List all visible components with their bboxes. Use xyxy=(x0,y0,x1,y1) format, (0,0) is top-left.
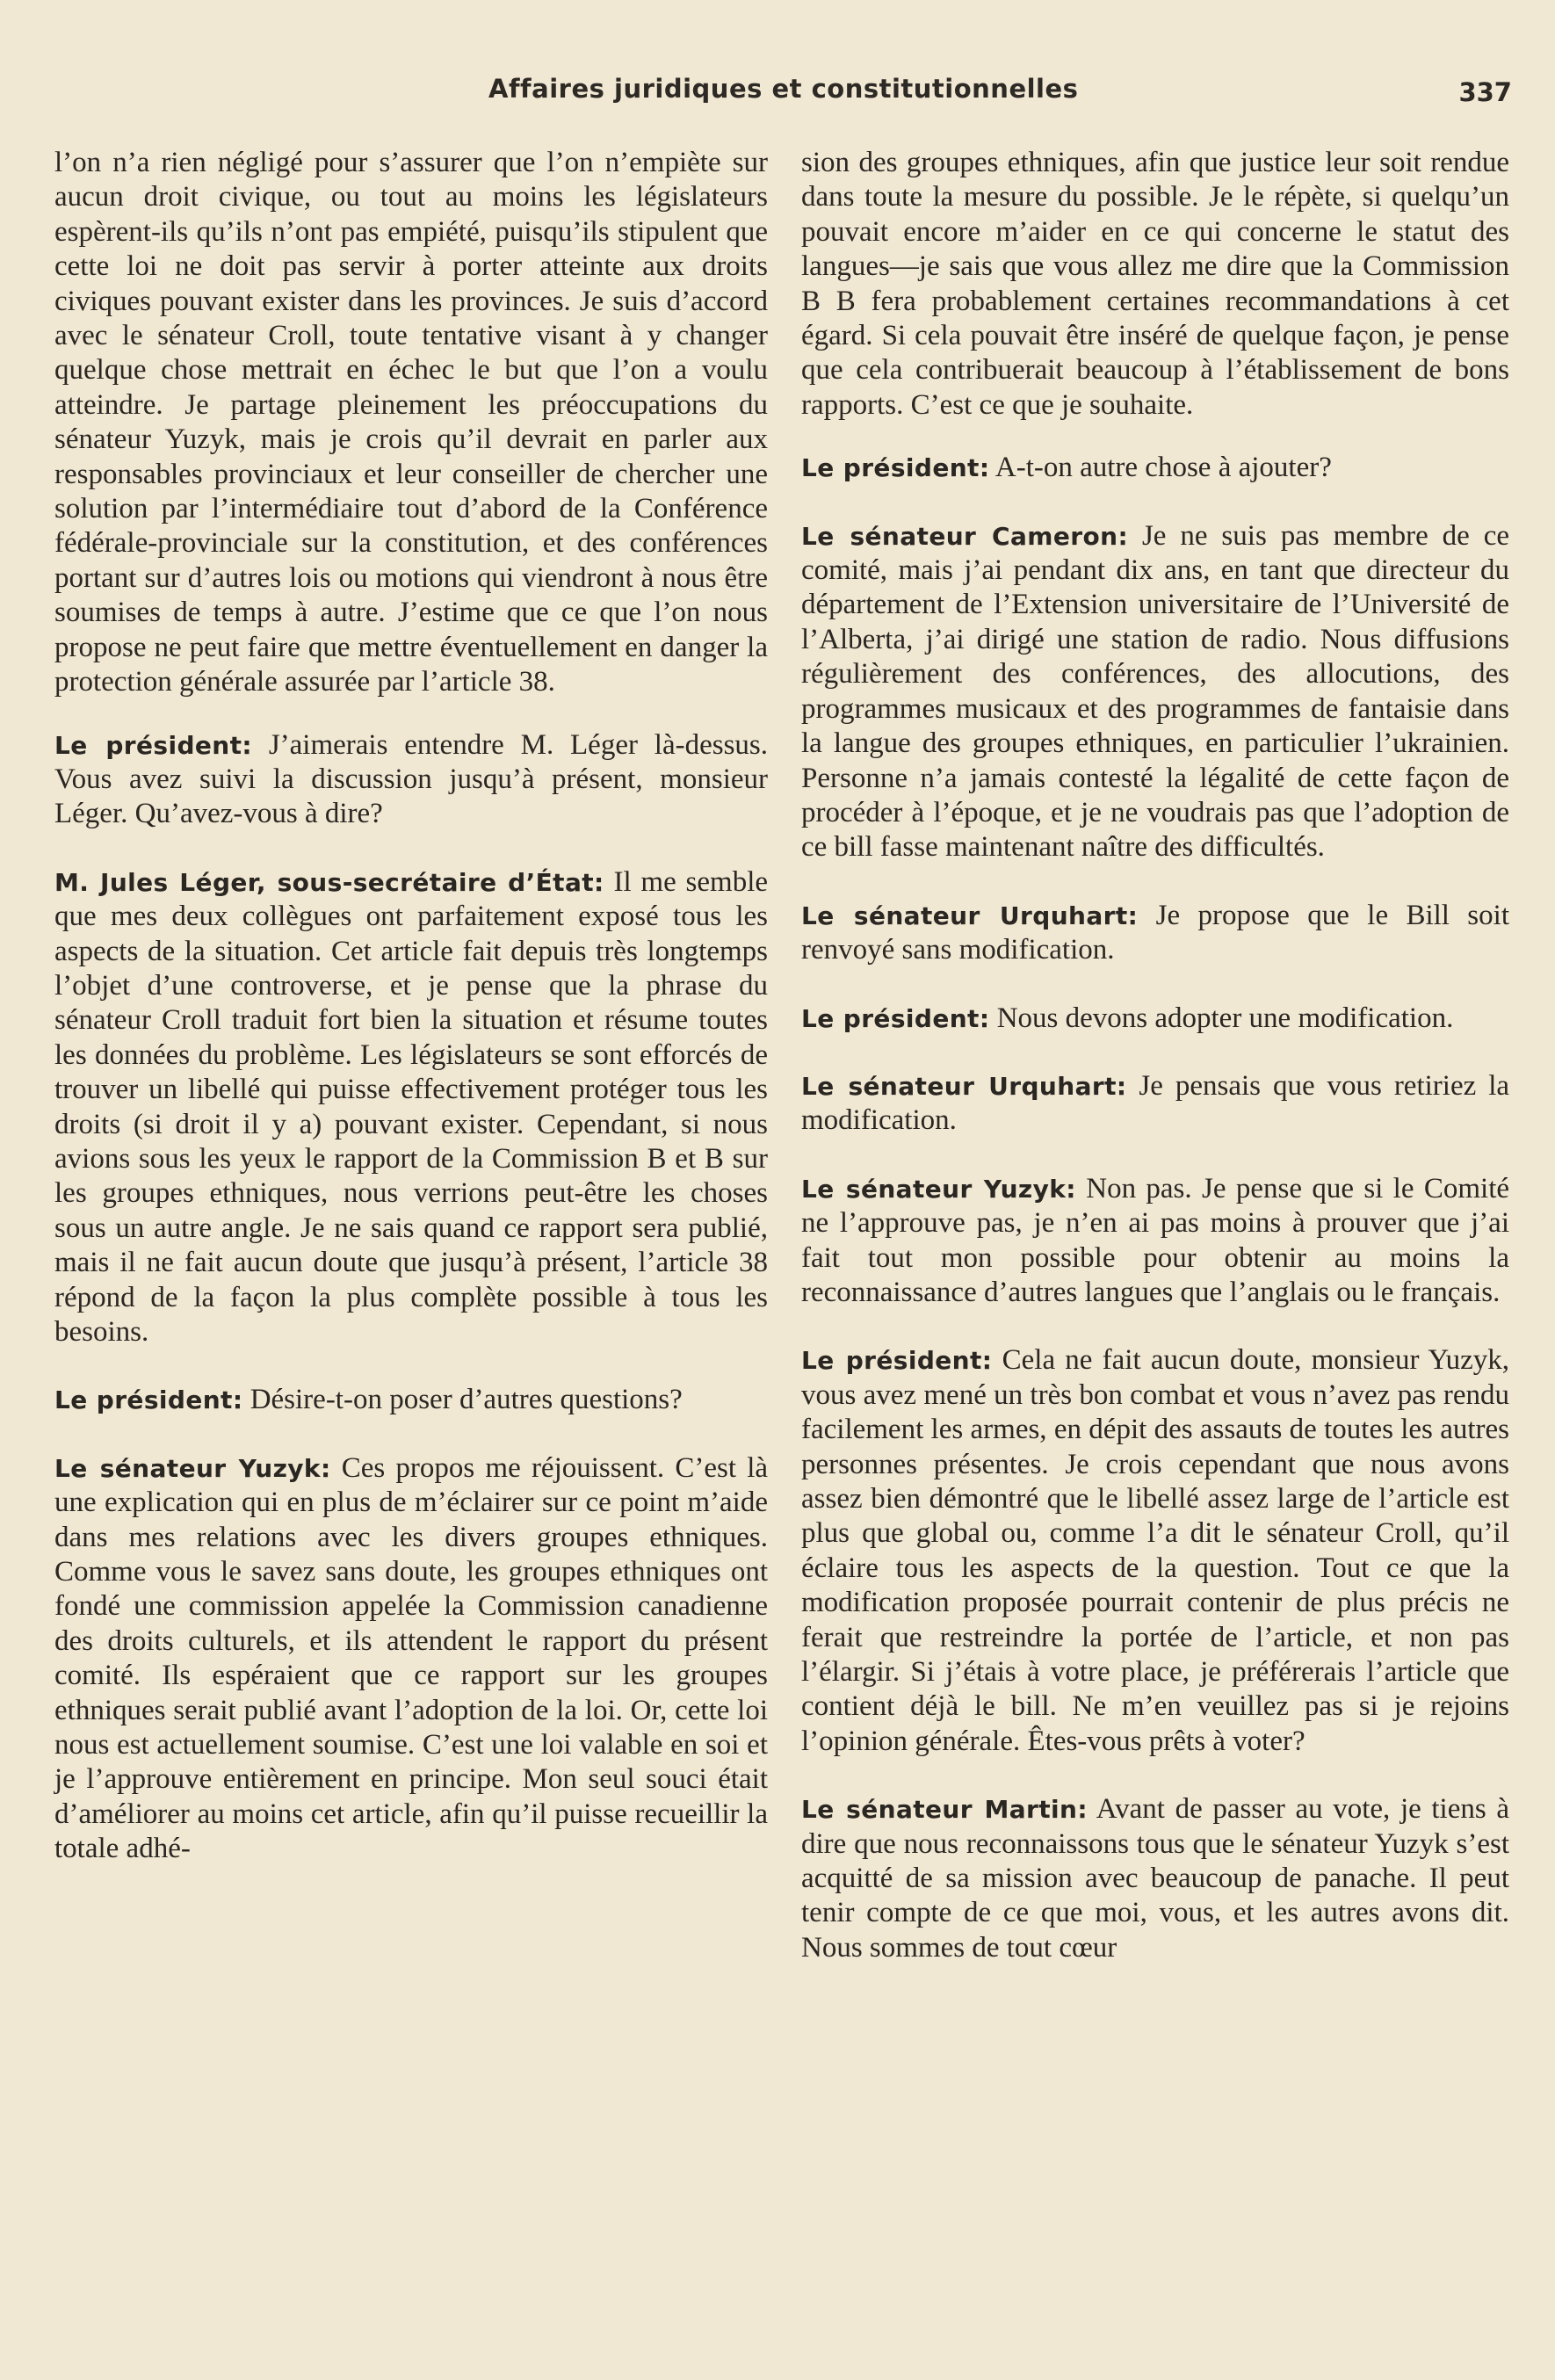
speaker-label: Le président: xyxy=(801,1003,990,1033)
speaker-label: M. Jules Léger, sous-secrétaire d’État: xyxy=(54,867,604,897)
paragraph-text: Je ne suis pas membre de ce comité, mais j’ai pendant dix ans, en tant que directeur du département de l’Extension universitaire de l’Université de l’Alberta, j’ai dirigé une station de radio. Nous diffusions régulièrement des conférences, des allocutions, des programmes musicaux et des programmes de fantaisie dans la langue des groupes ethniques, en particulier l’ukrainien. Personne n’a jamais contesté la légalité de cette façon de procéder à l’époque, et je ne voudrais pas que l’adoption de ce bill fasse maintenant naître des difficultés. xyxy=(801,519,1509,864)
paragraph xyxy=(801,1069,1509,1139)
paragraph xyxy=(801,146,1509,423)
speaker-label: Le sénateur Urquhart: xyxy=(801,901,1139,930)
speaker-label: Le sénateur Martin: xyxy=(801,1795,1088,1825)
speaker-label: Le président: xyxy=(801,1346,993,1376)
paragraph xyxy=(801,451,1509,485)
paragraph-text: Non pas. Je pense que si le Comité ne l’approuve pas, je n’en ai pas moins à prouver que j’ai fait tout mon possible pour obtenir au moins la reconnaissance d’autres langues que l’anglais ou le français. xyxy=(801,1172,1510,1308)
right-column xyxy=(801,146,1509,1999)
speaker-label: Le sénateur Cameron: xyxy=(801,521,1129,551)
paragraph-text: J’aimerais entendre M. Léger là-dessus. Vous avez suivi la discussion jusqu’à présent, monsieur Léger. Qu’avez-vous à dire? xyxy=(54,728,769,830)
paragraph-text: Cela ne fait aucun doute, monsieur Yuzyk, vous avez mené un très bon combat et vous n’avez pas rendu facilement les armes, en dépit des assauts de toutes les autres personnes présentes. Je crois cependant que nous avons assez bien démontré que le libellé assez large de l’article est plus que global ou, comme l’a dit le sénateur Croll, qu’il éclaire tous les aspects de la question. Tout ce que la modification proposée pourrait contenir de plus précis ne ferait que restreindre la portée de l’article, et non pas l’élargir. Si j’étais à votre place, je préférerais l’article que contient déjà le bill. Ne m’en veuillez pas si je rejoins l’opinion générale. Êtes-vous prêts à voter? xyxy=(801,1344,1510,1757)
paragraph xyxy=(54,1451,768,1867)
page-header xyxy=(0,74,1555,118)
paragraph xyxy=(801,1343,1509,1759)
paragraph xyxy=(54,1383,768,1417)
paragraph xyxy=(54,146,768,700)
paragraph xyxy=(801,1002,1509,1036)
left-column xyxy=(54,146,768,1900)
paragraph-text: Ces propos me réjouissent. C’est là une explication qui en plus de m’éclairer sur ce point m’aide dans mes relations avec les divers groupes ethniques. Comme vous le savez sans doute, les groupes ethniques ont fondé une commission appelée la Commission canadienne des droits culturels, et ils attendent le rapport du présent comité. Ils espéraient que ce rapport sur les groupes ethniques serait publié avant l’adoption de la loi. Or, cette loi nous est actuellement soumise. C’est une loi valable en soi et je l’approuve entièrement en principe. Mon seul souci était d’améliorer au moins cet article, afin qu’il puisse recueillir la totale adhé- xyxy=(54,1451,769,1865)
paragraph-text: Avant de passer au vote, je tiens à dire que nous reconnaissons tous que le sénateur Yuzyk s’est acquitté de sa mission avec beaucoup de panache. Il peut tenir compte de ce que moi, vous, et les autres avons dit. Nous sommes de tout cœur xyxy=(801,1793,1509,1964)
paragraph-text: Désire-t-on poser d’autres questions? xyxy=(250,1384,683,1416)
speaker-label: Le président: xyxy=(54,730,252,760)
speaker-label: Le président: xyxy=(801,453,990,483)
paragraph xyxy=(54,865,768,1350)
paragraph xyxy=(54,728,768,832)
paragraph-text: l’on n’a rien négligé pour s’assurer que l’on n’empiète sur aucun droit civique, ou tout au moins les législateurs espèrent-ils qu’ils n’ont pas empiété, puisqu’ils stipulent que cette loi ne doit pas servir à porter atteinte aux droits civiques pouvant exister dans les provinces. Je suis d’accord avec le sénateur Croll, toute tentative visant à y changer quelque chose mettrait en échec le but que l’on a voulu atteindre. Je partage pleinement les préoccupations du sénateur Yuzyk, mais je crois qu’il devrait en parler aux responsables provinciaux et leur conseiller de chercher une solution par l’intermédiaire tout d’abord de la Conférence fédérale-provinciale sur la constitution, et des conférences portant sur d’autres lois ou motions qui viendront à nous être soumises de temps à autre. J’estime que ce que l’on nous propose ne peut faire que mettre éventuellement en danger la protection générale assurée par l’article 38. xyxy=(54,147,768,698)
paragraph xyxy=(801,899,1509,968)
speaker-label: Le sénateur Yuzyk: xyxy=(801,1174,1076,1204)
paragraph-text: Je pensais que vous retiriez la modification. xyxy=(801,1069,1510,1137)
paragraph-text: A-t-on autre chose à ajouter? xyxy=(994,452,1332,484)
speaker-label: Le sénateur Urquhart: xyxy=(801,1071,1127,1101)
paragraph-text: Nous devons adopter une modification. xyxy=(996,1002,1454,1034)
paragraph-text: Je propose que le Bill soit renvoyé sans modification. xyxy=(801,899,1509,966)
paragraph xyxy=(801,1792,1509,1965)
paragraph-text: Il me semble que mes deux collègues ont parfaitement exposé tous les aspects de la situation. Cet article fait depuis très longtemps l’objet d’une controverse, et je pense que la phrase du sénateur Croll traduit fort bien la situation et résume toutes les données du problème. Les législateurs se sont efforcés de trouver un libellé qui puisse effectivement protéger tous les droits (si droit il y a) pouvant exister. Cependant, si nous avions sous les yeux le rapport de la Commission B et B sur les groupes ethniques, nous verrions peut-être les choses sous un autre angle. Je ne sais quand ce rapport sera publié, mais il ne fait aucun doute que jusqu’à présent, l’article 38 répond de la façon la plus complète possible à tous les besoins. xyxy=(54,865,769,1348)
paragraph xyxy=(801,519,1509,865)
speaker-label: Le président: xyxy=(54,1385,243,1415)
page-number: 337 xyxy=(1458,77,1512,107)
paragraph xyxy=(801,1172,1509,1311)
speaker-label: Le sénateur Yuzyk: xyxy=(54,1453,331,1483)
running-title: Affaires juridiques et constitutionnelles xyxy=(488,74,1079,104)
paragraph-text: sion des groupes ethniques, afin que justice leur soit rendue dans toute la mesure du possible. Je le répète, si quelqu’un pouvait encore m’aider en ce qui concerne le statut des langues—je sais que vous allez me dire que la Commission B B fera probablement certaines recommandations à cet égard. Si cela pouvait être inséré de quelque façon, je pense que cela contribuerait beaucoup à l’établissement de bons rapports. C’est ce que je souhaite. xyxy=(801,147,1509,421)
